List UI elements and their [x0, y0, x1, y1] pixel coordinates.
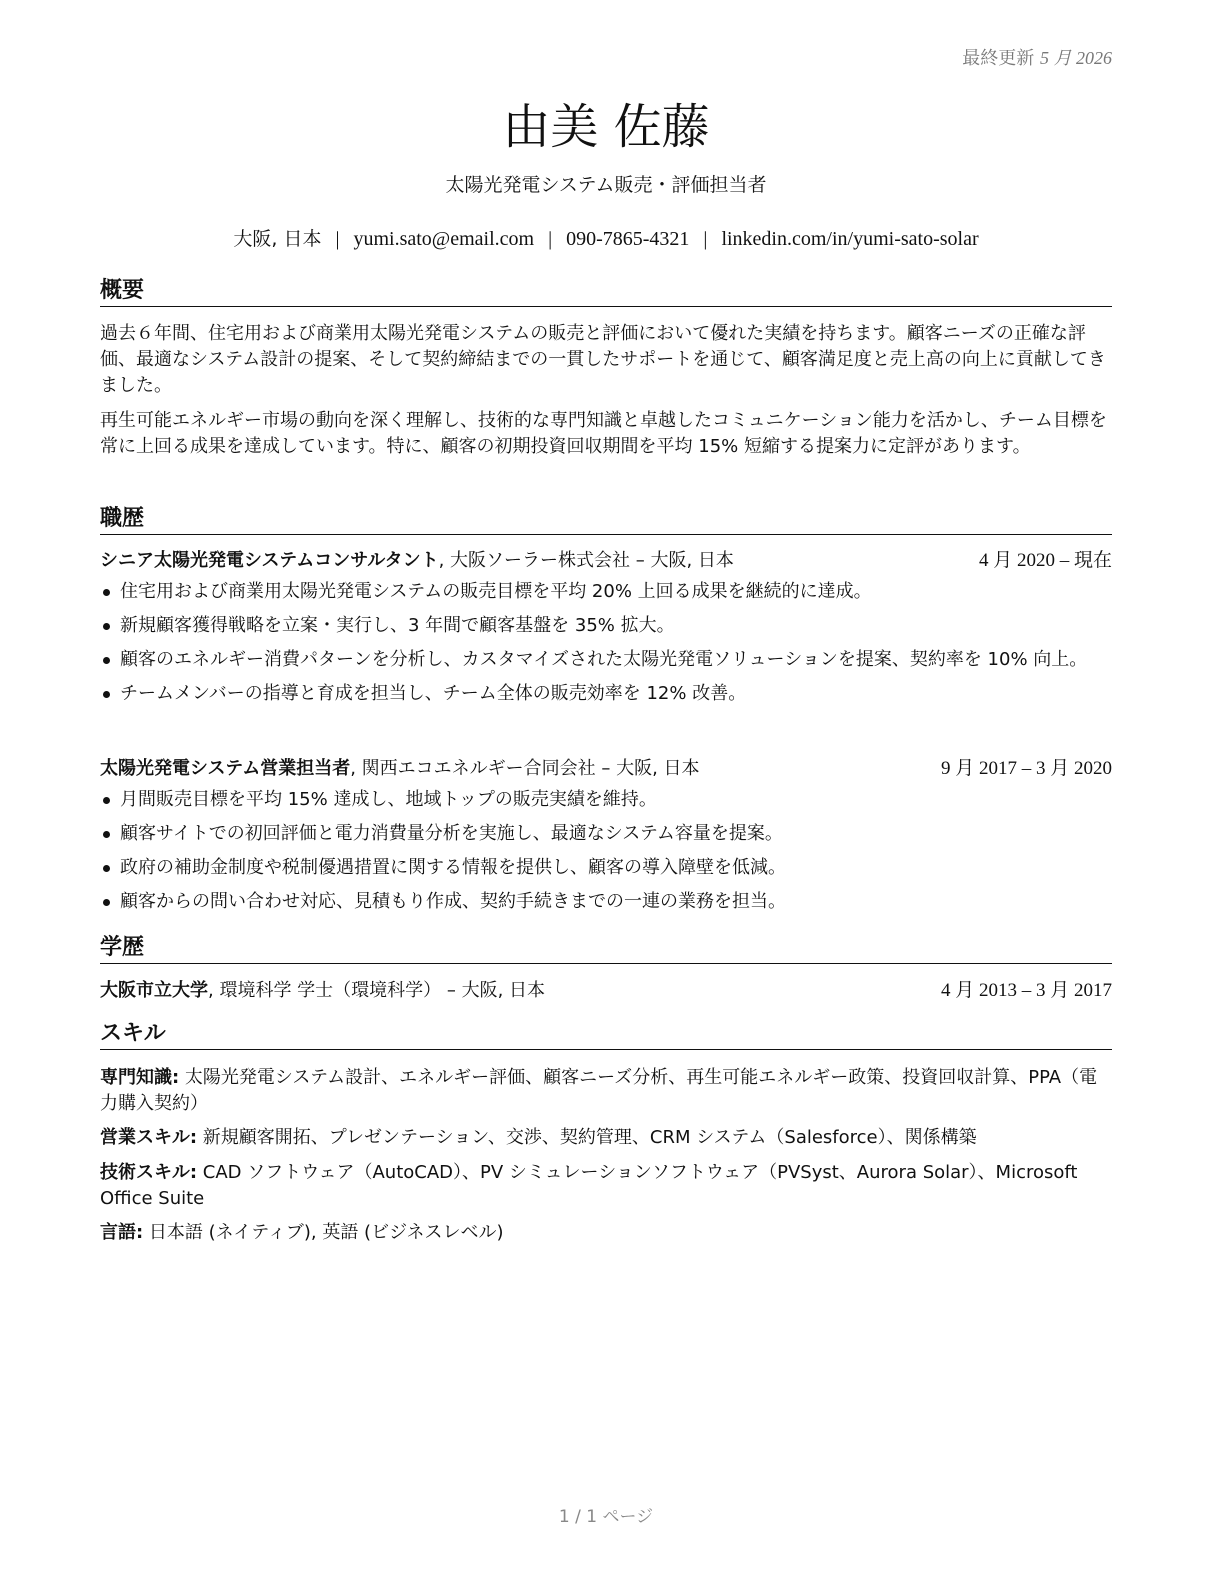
contact-phone[interactable]: 090-7865-4321 — [566, 228, 690, 250]
degree-detail: , 環境科学 学士（環境科学） – 大阪, 日本 — [208, 980, 546, 1001]
skill-label: 技術スキル: — [100, 1162, 198, 1183]
list-item: チームメンバーの指導と育成を担当し、チーム全体の販売効率を 12% 改善。 — [100, 681, 1112, 707]
job-title: シニア太陽光発電システムコンサルタント — [100, 550, 439, 571]
list-item: 新規顧客獲得戦略を立案・実行し、3 年間で顧客基盤を 35% 拡大。 — [100, 613, 1112, 639]
skill-line — [100, 1065, 1112, 1117]
last-updated-label: 最終更新 — [962, 48, 1035, 69]
contact-separator: | — [335, 228, 340, 250]
contact-line — [100, 224, 1112, 251]
skill-line — [100, 1125, 1112, 1151]
list-item: 顧客サイトでの初回評価と電力消費量分析を実施し、最適なシステム容量を提案。 — [100, 821, 1112, 847]
candidate-name: 由美 佐藤 — [502, 99, 710, 155]
resume-page — [100, 0, 1112, 1584]
list-item: 月間販売目標を平均 15% 達成し、地域トップの販売実績を維持。 — [100, 787, 1112, 813]
job-org: , 関西エコエネルギー合同会社 – 大阪, 日本 — [350, 758, 700, 779]
page-indicator: 1 / 1 ページ — [558, 1507, 654, 1527]
list-item: 住宅用および商業用太陽光発電システムの販売目標を平均 20% 上回る成果を継続的に達成。 — [100, 579, 1112, 605]
education-heading — [100, 978, 1112, 1004]
skill-line — [100, 1220, 1112, 1246]
last-updated — [962, 44, 1112, 70]
skill-label: 言語: — [100, 1222, 144, 1243]
skill-value: 太陽光発電システム設計、エネルギー評価、顧客ニーズ分析、再生可能エネルギー政策、投資回収計算、PPA（電力購入契約） — [100, 1067, 1098, 1114]
list-item: 顧客のエネルギー消費パターンを分析し、カスタマイズされた太陽光発電ソリューションを提案、契約率を 10% 向上。 — [100, 647, 1112, 673]
job-heading — [100, 548, 1112, 574]
school-name: 大阪市立大学 — [100, 980, 208, 1001]
job-heading — [100, 756, 1112, 782]
section-title-summary: 概要 — [100, 278, 1112, 307]
summary-paragraph: 再生可能エネルギー市場の動向を深く理解し、技術的な専門知識と卓越したコミュニケーション能力を活かし、チーム目標を常に上回る成果を達成しています。特に、顧客の初期投資回収期間を平均 15% 短縮する提案力に定評があります。 — [100, 410, 1107, 457]
candidate-headline: 太陽光発電システム販売・評価担当者 — [445, 174, 767, 196]
skill-value: 日本語 (ネイティブ), 英語 (ビジネスレベル) — [143, 1222, 504, 1243]
contact-separator: | — [703, 228, 708, 250]
section-title-skills: スキル — [100, 1021, 1112, 1050]
job-org: , 大阪ソーラー株式会社 – 大阪, 日本 — [438, 550, 734, 571]
education-dates: 4 月 2013 – 3 月 2017 — [940, 980, 1112, 1001]
skill-label: 営業スキル: — [100, 1127, 198, 1148]
skill-label: 専門知識: — [100, 1067, 180, 1088]
list-item: 顧客からの問い合わせ対応、見積もり作成、契約手続きまでの一連の業務を担当。 — [100, 889, 1112, 915]
section-title-experience: 職歴 — [100, 506, 1112, 535]
contact-separator: | — [548, 228, 553, 250]
list-item: 政府の補助金制度や税制優遇措置に関する情報を提供し、顧客の導入障壁を低減。 — [100, 855, 1112, 881]
skill-value: 新規顧客開拓、プレゼンテーション、交渉、契約管理、CRM システム（Salesforce）、関係構築 — [197, 1127, 977, 1148]
skill-line — [100, 1160, 1112, 1212]
last-updated-date: 5 月 2026 — [1040, 48, 1112, 68]
contact-linkedin[interactable]: linkedin.com/in/yumi-sato-solar — [721, 228, 979, 250]
job-dates: 4 月 2020 – 現在 — [978, 550, 1112, 571]
contact-location: 大阪, 日本 — [233, 228, 322, 250]
skill-value: CAD ソフトウェア（AutoCAD）、PV シミュレーションソフトウェア（PVSyst、Aurora Solar）、Microsoft Office Suite — [100, 1162, 1078, 1209]
summary-paragraph: 過去６年間、住宅用および商業用太陽光発電システムの販売と評価において優れた実績を持ちます。顧客ニーズの正確な評価、最適なシステム設計の提案、そして契約締結までの一貫したサポートを通じて、顧客満足度と売上高の向上に貢献してきました。 — [100, 323, 1106, 396]
job-title: 太陽光発電システム営業担当者 — [100, 758, 351, 779]
contact-email[interactable]: yumi.sato@email.com — [353, 228, 535, 250]
section-title-education: 学歴 — [100, 935, 1112, 964]
job-bullets — [100, 787, 1112, 923]
job-dates: 9 月 2017 – 3 月 2020 — [940, 758, 1112, 779]
job-bullets — [100, 579, 1112, 715]
